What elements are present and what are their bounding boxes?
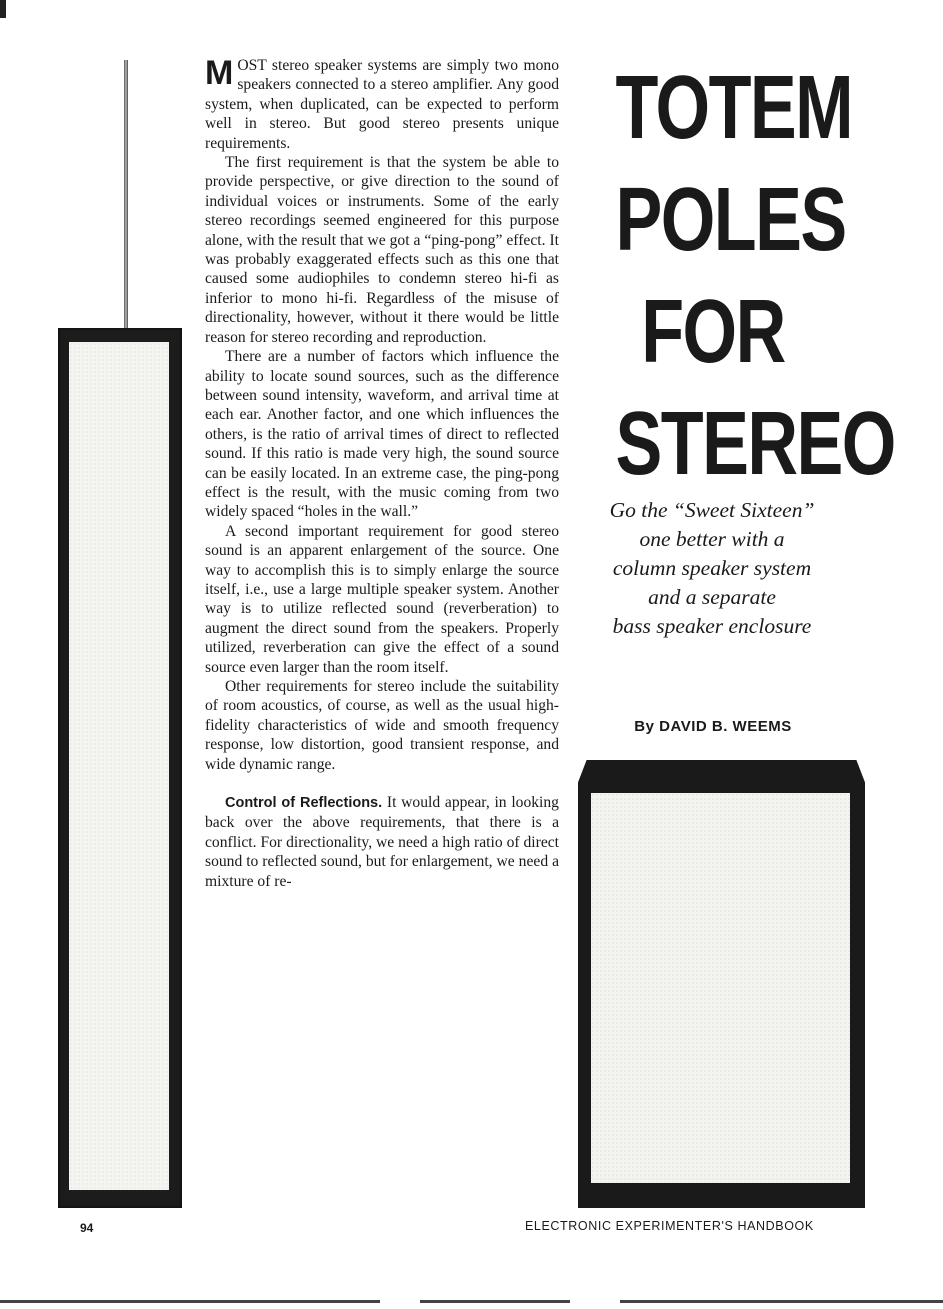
subtitle-line-1: Go the “Sweet Sixteen” (609, 498, 815, 522)
column-speaker-grille (69, 342, 169, 1190)
column-speaker-cabinet (58, 328, 182, 1208)
title-line-3: FOR (641, 282, 785, 382)
article-title (588, 52, 895, 500)
drop-cap: M (205, 54, 234, 92)
speaker-mounting-pole (124, 60, 128, 360)
scan-bottom-edge (0, 1300, 943, 1303)
bass-enclosure-grille (591, 793, 850, 1183)
column-speaker-photo (58, 40, 183, 1220)
body-paragraph-4: A second important requirement for good stereo sound is an apparent enlargement of the source. One way to accomplish this is to simply enlarge the source itself, i.e., use a large multiple speaker system. Another way is to utilize reflected sound (reverberation) to augment the direct sound from the speakers. Properly utilized, reverberation can give the effect of a sound source even larger than the room itself. (205, 522, 559, 676)
publication-name: ELECTRONIC EXPERIMENTER'S HANDBOOK (525, 1219, 814, 1233)
article-subtitle (574, 496, 850, 641)
scan-corner-mark (0, 0, 6, 18)
page-number: 94 (80, 1221, 94, 1235)
title-line-1: TOTEM (615, 58, 853, 158)
title-line-4: STEREO (615, 394, 895, 494)
byline: By DAVID B. WEEMS (634, 718, 792, 735)
body-paragraph-6 (205, 793, 559, 891)
subtitle-line-3: column speaker system (612, 556, 812, 580)
subtitle-line-5: bass speaker enclosure (612, 614, 812, 638)
section-heading: Control of Reflections. (225, 795, 383, 812)
subtitle-line-2: one better with a (639, 527, 785, 551)
body-paragraph-1 (205, 56, 559, 153)
body-paragraph-5: Other requirements for stereo include the suitability of room acoustics, of course, as well as the usual high-fidelity characteristics of wide and smooth frequency response, low distortion, good transient response, and wide dynamic range. (205, 678, 559, 773)
paragraph-6-text: It would appear, in looking back over the above requirements, that there is a conflict. For directionality, we need a high ratio of direct sound to reflected sound, but for enlargement, we need a mixture of re- (205, 794, 559, 890)
bass-enclosure-photo (578, 760, 865, 1208)
subtitle-line-4: and a separate (648, 585, 776, 609)
article-body (205, 56, 559, 891)
paragraph-1-text: OST stereo speaker systems are simply two mono speakers connected to a stereo amplifier. Any good system, when duplicated, can be expected to perform well in stereo. But good stereo presents unique requirements. (205, 57, 559, 152)
title-line-2: POLES (615, 170, 846, 270)
body-paragraph-3: There are a number of factors which influence the ability to locate sound sources, such as the difference between sound intensity, waveform, and arrival time at each ear. Another factor, and one which influences the others, is the ratio of arrival times of direct to reflected sound. If this ratio is made very high, the sound source can be easily located. In an extreme case, the ping-pong effect is the result, with the music coming from two widely spaced “holes in the wall.” (205, 348, 559, 521)
body-paragraph-2: The first requirement is that the system be able to provide perspective, or give direction to the sound of individual voices or instruments. Some of the early stereo recordings seemed engineered for this purpose alone, with the result that we got a “ping-pong” effect. It was probably exaggerated effects such as this one that caused some audiophiles to condemn stereo hi-fi as inferior to mono hi-fi. Regardless of the misuse of directionality, however, without it there would be little reason for stereo recording and reproduction. (205, 154, 559, 346)
